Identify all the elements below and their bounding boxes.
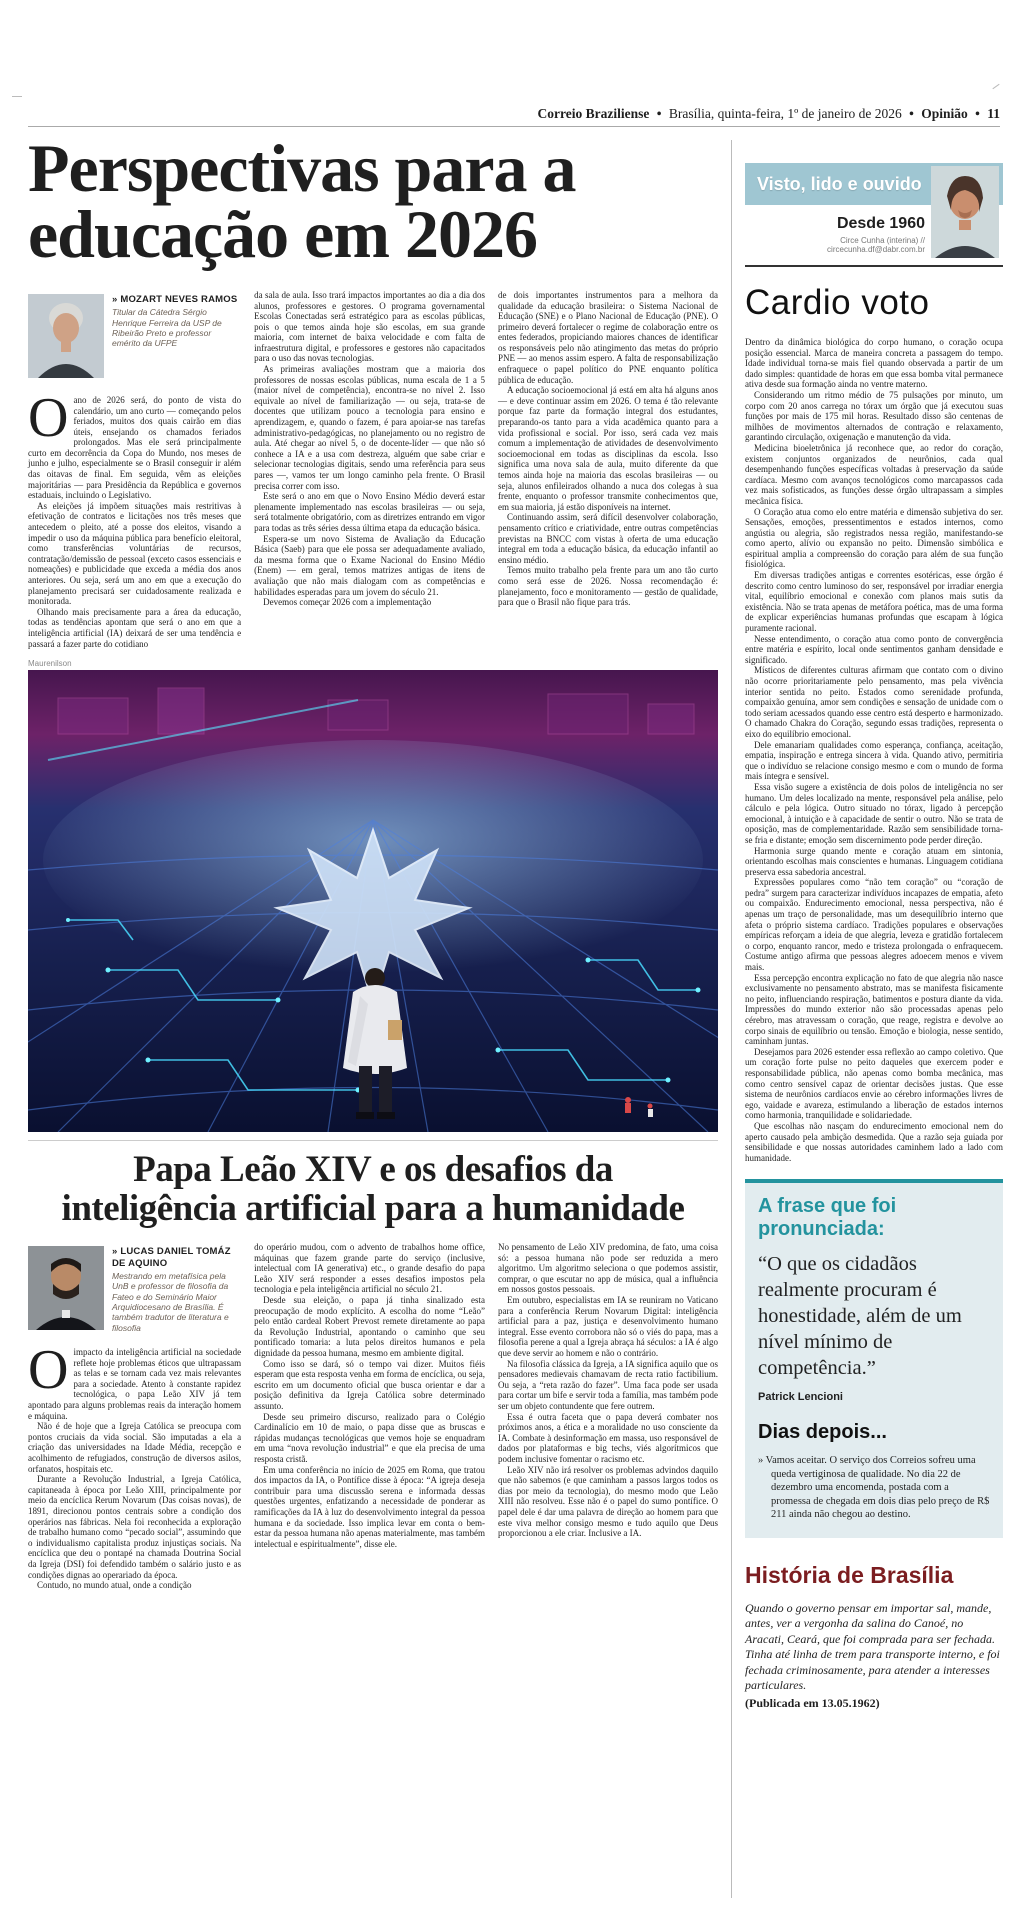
byline-marker: » xyxy=(112,1246,118,1258)
article1-paragraph: Temos muito trabalho pela frente para um ano tão curto como será esse de 2026. Nossa recomendação é: planejamento, foco e monitoramento — gestão de qualidade, para que o Brasil não fique para trás. xyxy=(497,565,718,608)
article1-headline xyxy=(28,130,718,272)
article1-col1-text xyxy=(28,386,242,649)
article1-column-1 xyxy=(28,290,241,649)
historia-published: (Publicada em 13.05.1962) xyxy=(745,1695,880,1710)
article1-byline xyxy=(28,294,241,383)
article1-paragraph: Este será o ano em que o Novo Ensino Médio deverá estar plenamente implementado nas escolas brasileiras — ou seja, será totalmente obrigatório, com as diretrizes entrando em vigor para todas as três séries dessa última etapa da educação básica. xyxy=(254,491,485,533)
article1-paragraph: As eleições já impõem situações mais restritivas à efetivação de contratos e licitações nos três meses que antecedem o pleito, até a posse dos eleitos, visando a impedir o uso da máquina pública para benefício eleitoral, como transferências voluntárias de recursos, contratação/demissão de pessoal (exceto casos essenciais e nomeações) e publicidade que exceda a média dos anos anteriores. Ou seja, será um ano em que a execução do planejamento precisará ser cuidadosamente realizada e monitorada. xyxy=(28,500,242,607)
article1-paragraph: A educação socioemocional já está em alta há alguns anos — e deve continuar assim em 2026. O tema é tão relevante porque faz parte da formação integral dos estudantes, preparando-os tanto para a vida acadêmica quanto para a vida profissional e social. Por isso, será cada vez mais comum a implementação de atividades de desenvolvimento socioemocional em todas as disciplinas da escola. Isso significa uma nova sala de aula, muito diferente da que temos ainda hoje na maioria das escolas brasileiras — ou seja, alunos enfileirados olhando a nuca dos colegas à sua frente, enquanto o professor transmite conhecimentos que, em sua maioria, já estão disponíveis na internet. xyxy=(497,385,718,512)
article1-paragraph: Oano de 2026 será, do ponto de vista do calendário, um ano curto — começando pelos feriados, muitos dos quais cairão em dias úteis, ensejando os chamados feriados prolongados. Mas ele será principalmente curto em decorrência da Copa do Mundo, nos meses de junho e julho, especialmente se o Brasil conseguir ir além das oitavas de final. Em seguida, vêm as eleições majoritárias — para Presidência da República e governos estaduais, incluindo o Legislativo. xyxy=(28,386,242,501)
sidebar-paragraph: Que escolhas não nasçam do endurecimento emocional nem do aperto causado pela ambição desmedida. Que a razão seja guiada por sensibilidade e que nossas autoridades caminhem lado a lado com humanidade. xyxy=(745,1120,1003,1163)
sidebar-paragraph: Medicina bioeletrônica já reconhece que, ao redor do coração, existem conjuntos organizados de neurônios, cada qual desempenhando funções específicas voltadas à preservação da saúde cardíaca. Mesmo com avanços tecnológicos como marcapassos cada vez mais sofisticados, as funções desse órgão ultrapassam a simples mecânica física. xyxy=(745,442,1003,506)
article2-paragraph: Essa é outra faceta que o papa deverá combater nos próximos anos, a ética e a moralidade no uso consciente da IA. Combate à desinformação em massa, uso responsável de dados por plataformas e big techs, viés algorítmicos que podem inclusive fomentar o racismo etc. xyxy=(497,1411,718,1464)
sidebar-paragraph: Místicos de diferentes culturas afirmam que contato com o divino não ocorre prioritariamente pelo pensamento, mas pela vivência interior sentida no peito. Estados como serenidade profunda, compaixão genuína, amor sem condições e sensação de unidade com o todo seriam acessados quando esse centro está desperto e harmonizado. O chamado Chakra do Coração, segundo essas tradições, representa o eixo do equilíbrio emocional. xyxy=(745,665,1003,739)
article2-column-2 xyxy=(254,1242,485,1591)
header-date: Brasília, quinta-feira, 1º de janeiro de 2026 xyxy=(668,106,902,121)
article2-paragraph: Em uma conferência no início de 2025 em Roma, que tratou dos impactos da IA, o Pontífice disse à época: “A igreja deseja contribuir para uma discussão serena e informada dessas questões urgentes, enfatizando a necessidade de ponderar as ramificações da IA à luz do desenvolvimento integral da pessoa humana e da sociedade. Isso implica levar em conta o bem-estar da pessoa humana não apenas materialmente, mas também intelectual e espiritualmente”, disse ele. xyxy=(254,1464,485,1549)
article2-paragraph: do operário mudou, com o advento de trabalhos home office, máquinas que fazem grande parte do serviço (inclusive, intelectual com IA generativa) etc., o grande desafio do papa Leão XIV será responder a esses desafios impostos pela tecnologia e pela inteligência artificial no século 21. xyxy=(254,1242,485,1295)
author1-photo xyxy=(28,294,104,383)
dias-depois-item: » Vamos aceitar. O serviço dos Correios sofreu uma queda vertiginosa de qualidade. No dia 22 de dezembro uma encomenda, postada com a promessa de chegada em dois dias pelo preço de R$ 211 ainda não chegou ao destino. xyxy=(758,1455,990,1521)
sidebar-paragraph: O Coração atua como elo entre matéria e dimensão subjetiva do ser. Sensações, emoções, pressentimentos e estados internos, como angústia ou alegria, são registrados nessa região, manifestando-se como aperto, alívio ou expansão no peito. Dimensão simbólica e espiritual amplia a compreensão do coração para além de sua função fisiológica. xyxy=(745,506,1003,570)
article1-paragraph: Continuando assim, será difícil desenvolver colaboração, pensamento crítico e criatividade, entre outras competências previstas na BNCC com vistas à oferta de uma educação integral em toda a educação básica, da educação infantil ao ensino médio. xyxy=(497,512,718,565)
visto-lido-ouvido-header xyxy=(745,163,1003,267)
article2-paragraph: Desde sua eleição, o papa já tinha sinalizado esta preocupação de modo explícito. A escolha do nome “Leão” pelo então cardeal Robert Prevost remete diretamente ao papa da Revolução Industrial, apontando o caminho que seu pontificado tomaria: a luta pelos direitos humanos e pela dignidade da pessoa humana, mesmo em ambiente digital. xyxy=(254,1295,485,1359)
registration-mark xyxy=(992,84,999,89)
quote-panel xyxy=(745,1179,1003,1538)
historia-heading: História de Brasília xyxy=(745,1561,954,1588)
article1-author-name: » MOZART NEVES RAMOS xyxy=(112,293,238,305)
article2-paragraph: Leão XIV não irá resolver os problemas advindos daquilo que não sabemos (e que caminham a passos largos todos os dias por meio da tecnologia), do mesmo modo que Leão XIII não resolveu. Esse não é o papel do sumo pontífice. O papel dele é dar uma palavra de direção ao homem para que este viva melhor consigo mesmo e tudo aquilo que Deus proporcionou a ele criar. Inclusive a IA. xyxy=(497,1464,718,1539)
illustration-credit: Maurenilson xyxy=(28,659,72,669)
article1-headline-line1: Perspectivas para a xyxy=(28,130,576,206)
article1-headline-line2: educação em 2026 xyxy=(28,195,538,272)
newspaper-brand: Correio Braziliense xyxy=(537,106,650,121)
sidebar-paragraph: Desejamos para 2026 estender essa reflexão ao campo coletivo. Que um coração forte pulse no peito daqueles que exercem poder e responsabilidade pública, não apenas como bomba mecânica, mas como centro sensível capaz de orientar decisões justas. Que esse sistema de neurônios cardíacos envie ao cérebro informações livres de ego, vaidade e avareza, estimulando a liberação de estados internos como harmonia, tranquilidade e solidariedade. xyxy=(745,1046,1003,1121)
article2-author-name: » LUCAS DANIEL TOMÁZ DE AQUINO xyxy=(112,1246,231,1269)
article1-paragraph: da sala de aula. Isso trará impactos importantes ao dia a dia dos alunos, professores e gestores. O programa governamental Escolas Conectadas será estratégico para as escolas públicas, pois o que temos ainda hoje são escolas, em sua grande maioria, com internet de baixa velocidade e com falta de infraestrutura digital, e professores e gestores não capacitados para o uso das novas tecnologias. xyxy=(254,289,485,364)
sidebar-article-body xyxy=(745,337,1003,1163)
article1-paragraph: de dois importantes instrumentos para a melhora da qualidade da educação brasileira: o Sistema Nacional de Educação (SNE) e o Plano Nacional de Educação (PNE). O primeiro deverá fortalecer o regime de colaboração entre os entes federados, propiciando maiores chances de identificar os responsáveis pelo não atingimento das metas do próprio PNE — ao menos assim espero. A falta de responsabilização enfraquece o papel político do PNE enquanto política pública de educação. xyxy=(497,289,718,385)
sidebar-article-title: Cardio voto xyxy=(745,283,930,322)
crop-mark xyxy=(12,96,22,97)
article2-byline-text xyxy=(112,1246,241,1335)
article2-col2-text xyxy=(254,1242,485,1549)
article2-col1-text xyxy=(28,1339,242,1591)
sidebar-paragraph: Dentro da dinâmica biológica do corpo humano, o coração ocupa posição essencial. Marca de maneira concreta a passagem do tempo. Idade individual torna-se mais fiel quando observada a partir de um dado simples: quantidade de horas em que essa bomba vital permanece ativa desde sua formação ainda no ventre materno. xyxy=(745,337,1003,390)
article2-byline xyxy=(28,1246,241,1335)
article1-column-2 xyxy=(254,290,485,649)
article2-columns xyxy=(28,1242,718,1591)
article2-paragraph: Desde seu primeiro discurso, realizado para o Colégio Cardinalício em 10 de maio, o papa disse que as bruscas e rápidas mudanças tecnológicas que vemos hoje se enquadram em uma “nova revolução industrial” e que ela precisa de uma resposta cristã. xyxy=(254,1411,485,1464)
header-page-number: 11 xyxy=(987,106,1000,121)
columnist-photo xyxy=(931,166,999,263)
article2-top-rule xyxy=(28,1140,718,1141)
author2-photo xyxy=(28,1246,104,1335)
article1-paragraph: Olhando mais precisamente para a área da educação, todas as tendências apontam que será o ano em que a inteligência artificial (IA) deixará de ser uma tendência e passará a fazer parte do cotidiano xyxy=(28,606,242,649)
byline-marker: » xyxy=(112,293,118,305)
article2-headline-line1: Papa Leão XIV e os desafios da xyxy=(133,1149,613,1191)
sidebar-paragraph: Expressões populares como “não tem coração” ou “coração de pedra” surgem para caracterizar indivíduos incapazes de empatia, afeto ou compaixão. Endurecimento emocional, nessa perspectiva, não é apenas um traço de personalidade, mas um desequilíbrio interno que afeta o próprio sistema cardíaco. Tradições populares e observações empíricas reforçam a ideia de que alegria, leveza e gratidão fortalecem o corpo, enquanto rancor, medo e tristeza prolongada o enfraquecem. Costume antigo afirma que pessoas alegres adoecem menos e vivem mais. xyxy=(745,877,1003,973)
article2-paragraph: Em outubro, especialistas em IA se reuniram no Vaticano para a conferência Rerum Novarum Digital: inteligência artificial para a paz, justiça e desenvolvimento humano integral. Esse evento corrobora não só o viés do papa, mas a filosofia perene a qual a Igreja abraça há séculos: a IA é algo que deve servir ao homem e não o contrário. xyxy=(497,1295,718,1359)
quote-text: “O que os cidadãos realmente procuram é honestidade, além de um nível mínimo de competência.” xyxy=(758,1253,962,1380)
historia-de-brasilia xyxy=(745,1562,1003,1711)
sidebar-column-title: Visto, lido e ouvido xyxy=(757,173,922,194)
article1-columns xyxy=(28,290,718,649)
article1-column-3 xyxy=(498,290,718,649)
article2-paragraph: Como isso se dará, só o tempo vai dizer. Muitos fiéis esperam que esta resposta venha em forma de encíclica, ou seja, escrito em um documento oficial que busca orientar e dar a posição definitiva da Igreja Católica sobre determinado assunto. xyxy=(254,1358,485,1411)
dias-depois-list xyxy=(758,1454,990,1522)
article1-paragraph: Devemos começar 2026 com a implementação xyxy=(263,597,432,608)
dias-depois-heading: Dias depois... xyxy=(758,1421,887,1444)
header-separator: • xyxy=(909,106,914,121)
article1-author-description: Titular da Cátedra Sérgio Henrique Ferreira da USP de Ribeirão Preto e professor emérito da UFPE xyxy=(112,307,222,349)
article1-paragraph: As primeiras avaliações mostram que a maioria dos professores de nossas escolas públicas, numa escala de 1 a 5 (maior nível de competência), encontra-se no nível 2. Isso equivale ao nível de familiarização — ou seja, trata-se de docentes que utilizam pouco a tecnologia para ensino e aprendizagem, e, quando o fazem, é para apoiar-se nas tarefas administrativo-pedagógicas, no planejamento ou no registro de aula. Até chegar ao nível 5, o de docente-líder — que não só conhece a IA e a usa com destreza, alguém que sabe criar e selecionar tecnologias digitais, sendo uma referência para seus pares —, vamos ter um longo caminho pela frente. O Brasil precisa correr com isso. xyxy=(254,364,485,491)
article1-paragraph: Espera-se um novo Sistema de Avaliação da Educação Básica (Saeb) para que ele possa ser adequadamente avaliado, da mesma forma que o Exame Nacional do Ensino Médio (Enem) — em geral, temos matrizes antigas de itens de avaliação que não mais dialogam com as competências e habilidades esperadas para um jovem do século 21. xyxy=(254,533,485,597)
quote-attribution: Patrick Lencioni xyxy=(758,1391,843,1404)
article1-byline-text xyxy=(112,294,241,383)
article2-paragraph: No pensamento de Leão XIV predomina, de fato, uma coisa só: a pessoa humana não pode ser reduzida a mero algoritmo. Um algoritmo seleciona o que podemos assistir, comprar, o que escutar no app de música, qual a influência em nossos gostos pessoais. xyxy=(497,1242,718,1295)
article2-paragraph: Oimpacto da inteligência artificial na sociedade reflete hoje problemas éticos que ultrapassam as telas e se tornam cada vez mais relevantes para a sociedade. Atento à constante rapidez tecnológica, o papa Leão XIV já tem apontado para alguns problemas reais da interação homem e máquina. xyxy=(28,1339,242,1421)
opinion-sidebar xyxy=(745,163,1003,1711)
sidebar-paragraph: Harmonia surge quando mente e coração atuam em sintonia, orientando escolhas mais conscientes e humanas. Linguagem cotidiana preserva essa sabedoria ancestral. xyxy=(745,845,1003,877)
sidebar-since-label: Desde 1960 xyxy=(836,215,925,232)
quote-panel-heading: A frase que foi pronunciada: xyxy=(758,1195,897,1241)
sidebar-paragraph: Considerando um ritmo médio de 75 pulsações por minuto, um corpo com 20 anos carrega no tórax um órgão que já executou suas funções por mais de 175 mil horas. Resultado disso são centenas de milhões de movimentos alternados de contração e relaxamento, garantindo circulação, oxigenação e manutenção da vida. xyxy=(745,389,1003,443)
article2-paragraph: Não é de hoje que a Igreja Católica se preocupa com pontos cruciais da vida social. São imputadas a ela a criação das universidades na Idade Média, recepção e acolhimento de refugiados, construção de diversos asilos, orfanatos, hospitais etc. xyxy=(28,1421,242,1474)
article2-column-1 xyxy=(28,1242,241,1591)
historia-text: Quando o governo pensar em importar sal, mande, antes, ver a vergonha da salina do Canoé, no Aracati, Ceará, que foi comprada para ser fechada. Tinha até linha de trem para transporte interno, e foi fechada criminosamente, para atender a interesses particulares. xyxy=(745,1600,1000,1693)
article2-headline xyxy=(28,1151,718,1228)
article2-col3-text xyxy=(498,1242,718,1539)
column-divider xyxy=(731,140,732,1898)
header-separator: • xyxy=(656,106,662,121)
sidebar-paragraph: Em diversas tradições antigas e correntes esotéricas, esse órgão é descrito como centro luminoso do ser, responsável por irradiar energia vital, equilíbrio emocional e conexão com planos mais sutis da existência. Não se trata apenas de metáfora poética, mas de uma forma de explicar experiências humanas profundas que escapam à lógica puramente racional. xyxy=(745,570,1003,634)
sidebar-paragraph: Essa percepção encontra explicação no fato de que alegria não nasce exclusivamente no pensamento abstrato, mas se manifesta fisicamente no peito, influenciando respiração, batimentos e postura diante da vida. Impressões do mundo exterior não são processadas apenas pelo cérebro, mas atravessam o coração, que reage, registra e devolve ao corpo sinais de equilíbrio ou tensão. Emoção e biologia, nesse sentido, caminham juntas. xyxy=(745,972,1003,1047)
sidebar-paragraph: Dele emanariam qualidades como esperança, confiança, aceitação, empatia, inspiração e entrega sincera à vida. Quando ativo, permitiria que o indivíduo se relacione consigo mesmo e com o mundo de forma mais íntegra e sensível. xyxy=(745,739,1003,782)
columnist-contact: Circe Cunha (interina) // circecunha.df@dabr.com.br xyxy=(827,236,925,254)
article2-paragraph: Durante a Revolução Industrial, a Igreja Católica, capitaneada à época por Leão XIII, principalmente por meio da encíclica Rerum Novarum (Das coisas novas), de 1891, direcionou pontos centrais sobre a condição dos operários nas fábricas. Nela foi reconhecida a exploração de trabalho humano como “pecado social”, assumindo que o individualismo capitalista produz injustiças sociais. Na encíclica que deu o pontapé na chamada Doutrina Social da Igreja (DSI) foi defendido também o salário justo e as condições dignas ao operariado da época. xyxy=(28,1474,242,1580)
header-section: Opinião xyxy=(921,106,968,121)
article2-column-3 xyxy=(498,1242,718,1591)
article2-paragraph: Contudo, no mundo atual, onde a condição xyxy=(37,1580,192,1591)
main-article-area xyxy=(28,132,718,1591)
article1-col2-text xyxy=(254,290,485,608)
header-separator: • xyxy=(975,106,980,121)
article-illustration xyxy=(28,670,718,1132)
article2-headline-line2: inteligência artificial para a humanidade xyxy=(61,1187,685,1229)
sidebar-paragraph: Essa visão sugere a existência de dois polos de inteligência no ser humano. Um deles localizado na mente, responsável pela análise, pelo cálculo e pela lógica. Outro situado no tórax, ligado à percepção emocional, à intuição e à capacidade de sentir o outro. Não se trata de oposição, mas de complementaridade. Razão sem sensibilidade torna-se fria e distante; emoção sem discernimento pode perder direção. xyxy=(745,781,1003,845)
sidebar-paragraph: Nesse entendimento, o coração atua como ponto de convergência entre matéria e espírito, local onde sentimentos ganham densidade e significado. xyxy=(745,633,1003,665)
article2-author-description: Mestrando em metafísica pela UnB e professor de filosofia da Fateo e do Seminário Maior Arquidiocesano de Brasília. É também tradutor de literatura e filosofia xyxy=(112,1271,229,1333)
article2-paragraph: Na filosofia clássica da Igreja, a IA significa aquilo que os pensadores medievais chamavam de recta ratio factibilium. Ou seja, a “reta razão do fazer”. Uma faca pode ser usada para cortar um bife e servir toda a família, mas também pode ser um objeto contundente que fere outrem. xyxy=(497,1358,718,1411)
page-header xyxy=(28,106,1000,127)
article1-col3-text xyxy=(498,290,718,608)
